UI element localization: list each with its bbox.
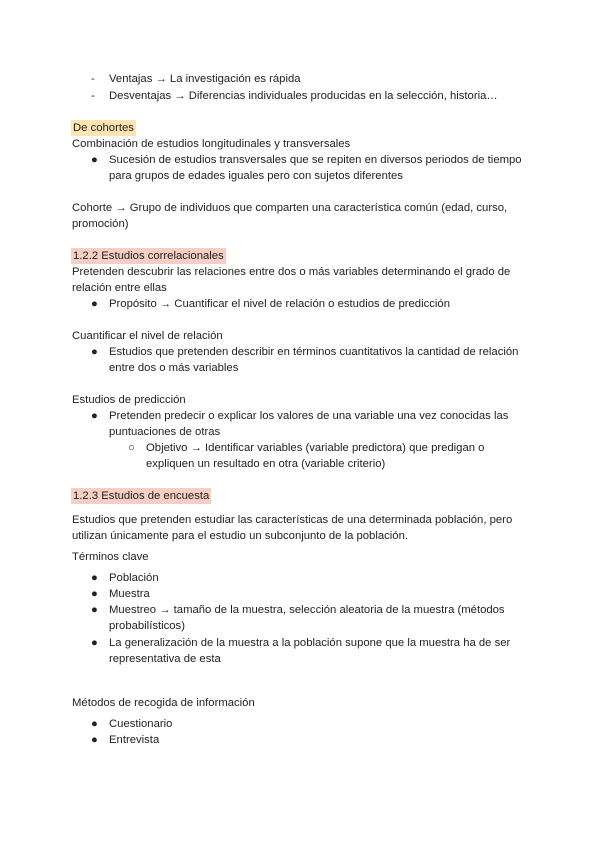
term-muestreo-line1: Muestreo → tamaño de la muestra, selección aleatoria de la muestra (métodos	[109, 604, 505, 616]
term-generalizacion-line1: La generalización de la muestra a la población supone que la muestra ha de ser	[109, 637, 511, 649]
bullet-marker: ●	[91, 734, 98, 746]
cuantificar-title: Cuantificar el nivel de relación	[72, 330, 223, 342]
term-muestra: Muestra	[109, 588, 150, 600]
bullet-marker: ●	[91, 410, 98, 422]
prediccion-title: Estudios de predicción	[72, 394, 186, 406]
dash-marker: -	[91, 90, 95, 102]
cohorte-definition-line2: promoción)	[72, 218, 129, 230]
cohortes-bullet-line2: para grupos de edades iguales pero con sujetos diferentes	[109, 170, 403, 182]
encuesta-intro-line1: Estudios que pretenden estudiar las características de una determinada población, pero	[72, 514, 513, 526]
bullet-marker: ●	[91, 154, 98, 166]
bullet-marker: ●	[91, 572, 98, 584]
cohorte-definition-line1: Cohorte → Grupo de individuos que comparten una característica común (edad, curso,	[72, 202, 508, 214]
encuesta-intro-line2: utilizan únicamente para el estudio un subconjunto de la población.	[72, 530, 408, 542]
metodo-entrevista: Entrevista	[109, 734, 160, 746]
term-muestreo-line2: probabilísticos)	[109, 620, 185, 632]
objetivo-line2: expliquen un resultado en otra (variable criterio)	[146, 458, 386, 470]
cohortes-bullet-line1: Sucesión de estudios transversales que se repiten en diversos periodos de tiempo	[109, 154, 522, 166]
bullet-marker: ●	[91, 718, 98, 730]
prediccion-line1: Pretenden predecir o explicar los valores de una variable una vez conocidas las	[109, 410, 509, 422]
correlacionales-intro-line2: relación entre ellas	[72, 282, 167, 294]
metodos-title: Métodos de recogida de información	[72, 697, 255, 709]
list-item-desventajas: Desventajas → Diferencias individuales producidas en la selección, historia…	[109, 90, 498, 102]
prediccion-line2: puntuaciones de otras	[109, 426, 221, 438]
bullet-marker: ●	[91, 346, 98, 358]
cuantificar-line1: Estudios que pretenden describir en términos cuantitativos la cantidad de relación	[109, 346, 519, 358]
circle-marker: ○	[128, 442, 135, 454]
dash-marker: -	[91, 73, 95, 85]
bullet-marker: ●	[91, 298, 98, 310]
term-poblacion: Población	[109, 572, 159, 584]
terminos-title: Términos clave	[72, 551, 149, 563]
objetivo-line1: Objetivo → Identificar variables (variable predictora) que predigan o	[146, 442, 485, 454]
bullet-marker: ●	[91, 588, 98, 600]
correlacionales-proposito: Propósito → Cuantificar el nivel de relación o estudios de predicción	[109, 298, 450, 310]
bullet-marker: ●	[91, 604, 98, 616]
metodo-cuestionario: Cuestionario	[109, 718, 173, 730]
cuantificar-line2: entre dos o más variables	[109, 362, 239, 374]
heading-correlacionales: 1.2.2 Estudios correlacionales	[73, 250, 224, 262]
heading-encuesta: 1.2.3 Estudios de encuesta	[73, 490, 210, 502]
correlacionales-intro-line1: Pretenden descubrir las relaciones entre dos o más variables determinando el grado de	[72, 266, 511, 278]
term-generalizacion-line2: representativa de esta	[109, 653, 221, 665]
heading-cohortes: De cohortes	[73, 122, 134, 134]
list-item-ventajas: Ventajas → La investigación es rápida	[109, 73, 301, 85]
cohortes-intro: Combinación de estudios longitudinales y transversales	[72, 138, 351, 150]
bullet-marker: ●	[91, 637, 98, 649]
